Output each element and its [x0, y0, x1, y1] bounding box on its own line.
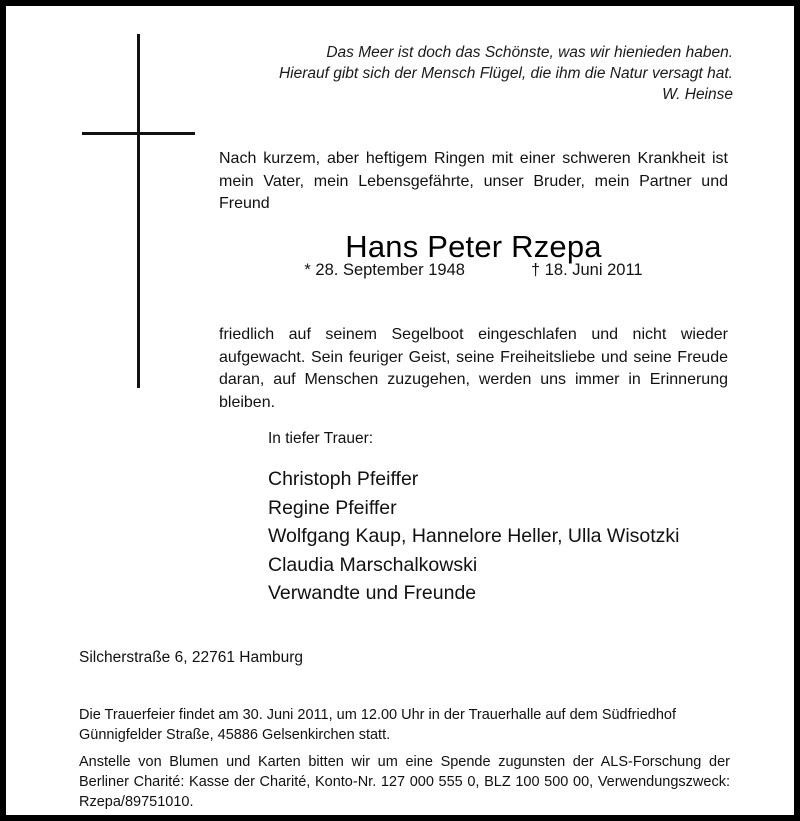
birth-date: * 28. September 1948: [304, 261, 465, 279]
obituary-notice: [6, 6, 794, 815]
cross-vertical-bar: [137, 34, 140, 388]
intro-paragraph: Nach kurzem, aber heftigem Ringen mit einer schweren Krankheit ist mein Vater, mein Lebensgefährte, unser Bruder, mein Partner und Freund: [219, 150, 728, 212]
epigraph-quote: [266, 42, 733, 105]
mourners-heading: In tiefer Trauer:: [268, 430, 374, 447]
list-item: Regine Pfeiffer: [268, 496, 397, 519]
list-item: Wolfgang Kaup, Hannelore Heller, Ulla Wisotzki: [268, 525, 680, 547]
donation-info: Anstelle von Blumen und Karten bitten wir um eine Spende zugunsten der ALS-Forschung der Berliner Charité: Kasse der Charité, Konto-Nr. 127 000 555 0, BLZ 100 500 00, Verwendungszweck: Rzepa/89751010.: [79, 753, 730, 810]
list-item: Claudia Marschalkowski: [268, 553, 478, 576]
deceased-name: Hans Peter Rzepa: [345, 228, 602, 264]
address-line: Silcherstraße 6, 22761 Hamburg: [79, 649, 304, 666]
epigraph-author: W. Heinse: [662, 86, 733, 103]
list-item: Verwandte und Freunde: [268, 582, 477, 604]
list-item: Christoph Pfeiffer: [268, 468, 419, 490]
funeral-service-info: Die Trauerfeier findet am 30. Juni 2011, um 12.00 Uhr in der Trauerhalle auf dem Südfriedhof Günnigfelder Straße, 45886 Gelsenkirchen statt.: [79, 706, 676, 743]
death-date: † 18. Juni 2011: [530, 261, 643, 279]
epigraph-line-2: Hierauf gibt sich der Mensch Flügel, die ihm die Natur versagt hat.: [278, 65, 733, 82]
memorial-paragraph: friedlich auf seinem Segelboot eingeschlafen und nicht wieder aufgewacht. Sein feuriger Geist, seine Freiheitsliebe und seine Freude daran, auf Menschen zuzugehen, werden uns immer in Erinnerung bleiben.: [219, 326, 728, 411]
life-dates: [219, 259, 728, 281]
cross-horizontal-bar: [82, 132, 195, 135]
mourners-list: [268, 465, 680, 608]
epigraph-line-1: Das Meer ist doch das Schönste, was wir hienieden haben.: [326, 44, 733, 61]
christian-cross-icon: [82, 30, 206, 390]
